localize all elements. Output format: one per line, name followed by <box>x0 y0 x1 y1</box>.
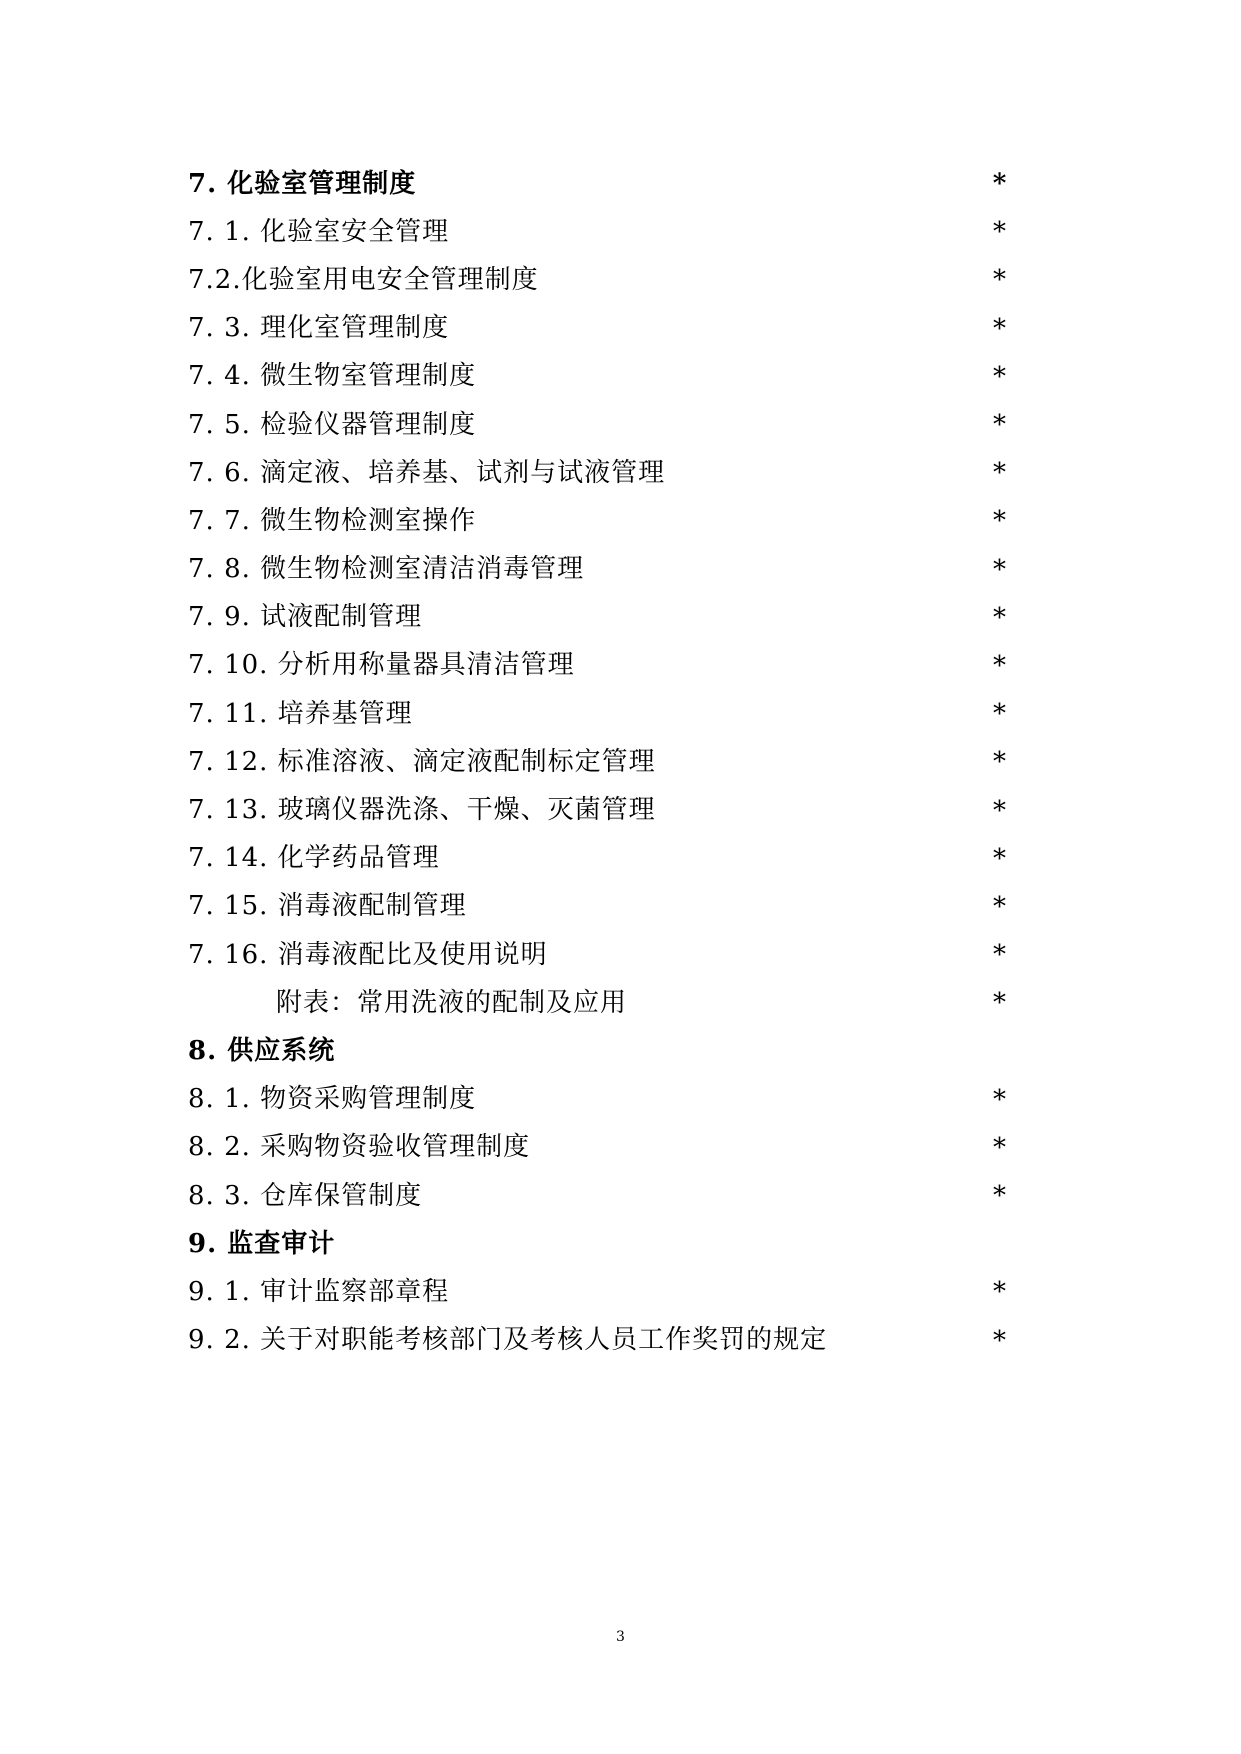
toc-entry[interactable] <box>188 928 1008 976</box>
toc-dot-leader <box>667 455 990 485</box>
toc-page-ref: * <box>993 940 1007 971</box>
toc-entry-title: 7. 15. 消毒液配制管理 <box>188 891 467 922</box>
toc-dot-leader <box>442 841 990 871</box>
toc-page-ref: * <box>993 1181 1007 1212</box>
toc-entry[interactable] <box>188 976 1008 1024</box>
toc-dot-leader <box>586 552 990 582</box>
toc-entry-title: 7. 8. 微生物检测室清洁消毒管理 <box>188 554 585 585</box>
toc-section-heading[interactable] <box>188 157 1008 205</box>
toc-page-ref: * <box>993 891 1007 922</box>
toc-section-heading[interactable] <box>188 1217 1008 1265</box>
toc-dot-leader <box>451 311 990 341</box>
toc-page-ref: * <box>993 506 1007 537</box>
toc-dot-leader <box>541 262 990 292</box>
toc-entry-title: 7. 16. 消毒液配比及使用说明 <box>188 939 548 970</box>
toc-dot-leader <box>337 1226 856 1256</box>
toc-entry[interactable] <box>188 543 1008 591</box>
toc-entry-title: 7. 6. 滴定液、培养基、试剂与试液管理 <box>188 457 666 488</box>
toc-entry[interactable] <box>188 639 1008 687</box>
toc-dot-leader <box>532 1130 990 1160</box>
toc-entry-title: 7. 1. 化验室安全管理 <box>188 216 450 247</box>
toc-page-ref: * <box>993 1084 1007 1115</box>
toc-entry-title: 7. 10. 分析用称量器具清洁管理 <box>188 650 575 681</box>
toc-page-ref: * <box>992 169 1008 200</box>
toc-dot-leader <box>424 1178 990 1208</box>
toc-entry-title: 7. 9. 试液配制管理 <box>188 602 423 633</box>
toc-page-ref: * <box>993 361 1007 392</box>
toc-entry-title: 8. 2. 采购物资验收管理制度 <box>188 1132 531 1163</box>
toc-page-ref: * <box>993 1325 1007 1356</box>
toc-dot-leader <box>658 744 990 774</box>
toc-entry[interactable] <box>188 1073 1008 1121</box>
toc-entry-title: 7. 5. 检验仪器管理制度 <box>188 409 477 440</box>
toc-entry[interactable] <box>188 1265 1008 1313</box>
toc-dot-leader <box>424 600 990 630</box>
toc-entry-title: 9. 监查审计 <box>188 1228 336 1259</box>
toc-dot-leader <box>469 889 990 919</box>
toc-dot-leader <box>451 214 990 244</box>
toc-dot-leader <box>577 648 990 678</box>
toc-entry[interactable] <box>188 494 1008 542</box>
toc-page-ref: * <box>993 554 1007 585</box>
toc-section-heading[interactable] <box>188 1024 1008 1072</box>
toc-dot-leader <box>478 359 990 389</box>
toc-entry-title: 7. 4. 微生物室管理制度 <box>188 361 477 392</box>
toc-entry-title: 8. 供应系统 <box>188 1035 336 1066</box>
toc-page-ref <box>828 1045 1008 1051</box>
toc-page-ref: * <box>993 1277 1007 1308</box>
toc-entry-title: 9. 1. 审计监察部章程 <box>188 1276 450 1307</box>
toc-page-ref: * <box>993 313 1007 344</box>
toc-entry-title: 7.2.化验室用电安全管理制度 <box>188 264 539 295</box>
toc-entry[interactable] <box>188 1169 1008 1217</box>
toc-entry[interactable] <box>188 1314 1008 1362</box>
toc-dot-leader <box>829 1323 990 1353</box>
toc-page-ref: * <box>993 843 1007 874</box>
toc-entry[interactable] <box>188 880 1008 928</box>
toc-entry-title: 7. 13. 玻璃仪器洗涤、干燥、灭菌管理 <box>188 795 656 826</box>
toc-page-ref: * <box>993 1132 1007 1163</box>
toc-entry-title: 7. 7. 微生物检测室操作 <box>188 505 477 536</box>
toc-dot-leader <box>478 1082 990 1112</box>
toc-page-ref: * <box>993 988 1007 1019</box>
toc-page-ref: * <box>993 699 1007 730</box>
toc-page-ref: * <box>993 602 1007 633</box>
toc-entry[interactable] <box>188 735 1008 783</box>
toc-dot-leader <box>415 696 990 726</box>
toc-dot-leader <box>629 985 990 1015</box>
page-number: 3 <box>616 1629 625 1645</box>
toc-page-ref: * <box>993 747 1007 778</box>
toc-entry-title: 7. 11. 培养基管理 <box>188 698 413 729</box>
toc-entry-title: 7. 化验室管理制度 <box>188 168 417 199</box>
toc-page-ref <box>858 1238 1008 1244</box>
toc-entry-title: 附表：常用洗液的配制及应用 <box>276 987 628 1018</box>
toc-page-ref: * <box>993 265 1007 296</box>
toc-page-ref: * <box>993 795 1007 826</box>
toc-page-ref: * <box>993 410 1007 441</box>
table-of-contents <box>188 157 1008 1362</box>
toc-dot-leader <box>337 1033 826 1063</box>
toc-dot-leader <box>418 166 990 196</box>
toc-entry[interactable] <box>188 350 1008 398</box>
toc-entry[interactable] <box>188 687 1008 735</box>
toc-dot-leader <box>658 793 990 823</box>
toc-entry-title: 8. 3. 仓库保管制度 <box>188 1180 423 1211</box>
toc-page-ref: * <box>993 650 1007 681</box>
toc-entry-title: 7. 3. 理化室管理制度 <box>188 313 450 344</box>
toc-entry[interactable] <box>188 446 1008 494</box>
toc-entry-title: 9. 2. 关于对职能考核部门及考核人员工作奖罚的规定 <box>188 1325 828 1356</box>
toc-entry[interactable] <box>188 253 1008 301</box>
toc-entry[interactable] <box>188 205 1008 253</box>
toc-dot-leader <box>478 407 990 437</box>
toc-dot-leader <box>550 937 990 967</box>
toc-entry[interactable] <box>188 1121 1008 1169</box>
toc-entry[interactable] <box>188 591 1008 639</box>
toc-page-ref: * <box>993 217 1007 248</box>
toc-page-ref: * <box>993 458 1007 489</box>
toc-entry[interactable] <box>188 302 1008 350</box>
toc-entry[interactable] <box>188 832 1008 880</box>
toc-dot-leader <box>451 1274 990 1304</box>
toc-entry-title: 8. 1. 物资采购管理制度 <box>188 1084 477 1115</box>
toc-dot-leader <box>478 503 990 533</box>
toc-entry-title: 7. 12. 标准溶液、滴定液配制标定管理 <box>188 746 656 777</box>
toc-entry[interactable] <box>188 398 1008 446</box>
toc-entry[interactable] <box>188 783 1008 831</box>
toc-entry-title: 7. 14. 化学药品管理 <box>188 843 440 874</box>
